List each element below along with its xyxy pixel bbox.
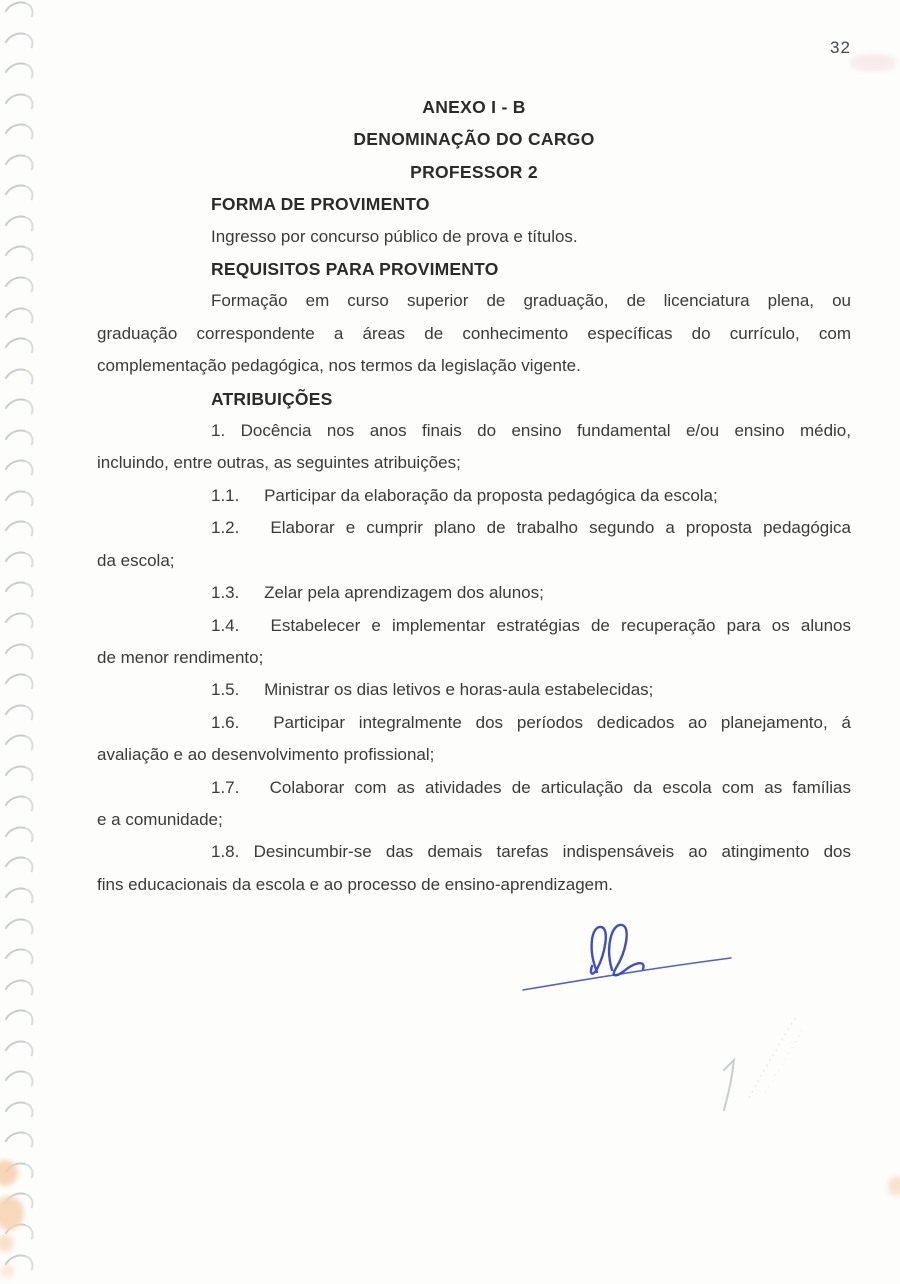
page-number: 32 — [830, 38, 851, 57]
item-number: 1.7. — [211, 777, 240, 797]
binding-coil-mark — [0, 486, 38, 521]
binding-coil-mark — [0, 883, 38, 918]
list-item-1-7 — [97, 772, 851, 804]
item-number: 1.2. — [211, 518, 240, 538]
list-item-1-2 — [97, 512, 851, 544]
item-number: 1.4. — [211, 615, 240, 635]
document-body — [97, 91, 851, 901]
item-text: Estabelecer e implementar estratégias de recuperação para os alunos — [270, 615, 851, 635]
binding-coil-mark — [0, 0, 38, 32]
item-text: Elaborar e cumprir plano de trabalho segundo a proposta pedagógica — [270, 518, 851, 538]
doc-title-denominacao: DENOMINAÇÃO DO CARGO — [353, 129, 595, 150]
requisitos-line: graduação correspondente a áreas de conhecimento específicas do currículo, com — [97, 323, 851, 343]
peach-smudge — [888, 1176, 900, 1196]
peach-smudge — [0, 1264, 14, 1278]
binding-coil-mark — [0, 852, 38, 887]
list-item-1-6-cont: avaliação e ao desenvolvimento profissional; — [97, 745, 435, 765]
binding-coil-mark — [0, 944, 38, 979]
binding-coil-mark — [0, 150, 38, 185]
binding-coil-mark — [0, 1066, 38, 1101]
binding-coil-mark — [0, 363, 38, 398]
list-item-1-8-cont: fins educacionais da escola e ao processo de ensino-aprendizagem. — [97, 874, 613, 894]
binding-coil-mark — [0, 730, 38, 765]
binding-coil-mark — [0, 516, 38, 551]
binding-coil-mark — [0, 1035, 38, 1070]
item-number: 1.3. — [211, 583, 240, 603]
binding-coil-mark — [0, 761, 38, 796]
binding-coil-mark — [0, 119, 38, 154]
spiral-binding — [0, 0, 40, 1284]
binding-coil-mark — [0, 394, 38, 429]
pencil-annotation — [690, 1008, 820, 1133]
binding-coil-mark — [0, 272, 38, 307]
section-heading-requisitos: REQUISITOS PARA PROVIMENTO — [211, 259, 499, 280]
binding-coil-mark — [0, 638, 38, 673]
list-item-1-5 — [97, 674, 851, 706]
item-text: Colaborar com as atividades de articulação da escola com as famílias — [269, 777, 851, 797]
binding-coil-mark — [0, 547, 38, 582]
binding-coil-mark — [0, 302, 38, 337]
forma-paragraph: Ingresso por concurso público de prova e títulos. — [211, 226, 578, 246]
binding-coil-mark — [0, 58, 38, 93]
doc-title-cargo: PROFESSOR 2 — [410, 161, 538, 182]
binding-coil-mark — [0, 577, 38, 612]
item-number: 1.6. — [211, 712, 240, 732]
binding-coil-mark — [0, 27, 38, 62]
list-item-1-3 — [97, 577, 851, 609]
item-number: 1.1. — [211, 485, 240, 505]
section-heading-forma: FORMA DE PROVIMENTO — [211, 194, 430, 215]
list-item-1-7-cont: e a comunidade; — [97, 809, 223, 829]
requisitos-line: Formação em curso superior de graduação, de licenciatura plena, ou — [211, 291, 851, 311]
handwritten-signature — [515, 912, 760, 1017]
list-item-1-4 — [97, 610, 851, 642]
binding-coil-mark — [0, 1097, 38, 1132]
item-number: 1.8. — [211, 842, 240, 862]
list-item-1-4-cont: de menor rendimento; — [97, 647, 264, 667]
binding-coil-mark — [0, 333, 38, 368]
binding-coil-mark — [0, 974, 38, 1009]
item-text: Participar integralmente dos períodos dedicados ao planejamento, á — [273, 712, 851, 732]
binding-coil-mark — [0, 1127, 38, 1162]
item-text: Desincumbir-se das demais tarefas indispensáveis ao atingimento dos — [253, 842, 851, 862]
binding-coil-mark — [0, 455, 38, 490]
item-number: 1.5. — [211, 680, 240, 700]
atribuicoes-intro-line: incluindo, entre outras, as seguintes atribuições; — [97, 453, 461, 473]
pink-smudge — [850, 54, 896, 71]
list-item-1-6 — [97, 707, 851, 739]
binding-coil-mark — [0, 669, 38, 704]
atribuicoes-intro-line: 1. Docência nos anos finais do ensino fundamental e/ou ensino médio, — [211, 421, 851, 441]
binding-coil-mark — [0, 608, 38, 643]
item-text: Zelar pela aprendizagem dos alunos; — [264, 583, 544, 603]
binding-coil-mark — [0, 180, 38, 215]
item-text: Participar da elaboração da proposta pedagógica da escola; — [264, 485, 718, 505]
binding-coil-mark — [0, 88, 38, 123]
binding-coil-mark — [0, 913, 38, 948]
binding-coil-mark — [0, 822, 38, 857]
binding-coil-mark — [0, 424, 38, 459]
list-item-1-1 — [97, 480, 851, 512]
binding-coil-mark — [0, 211, 38, 246]
item-text: Ministrar os dias letivos e horas-aula estabelecidas; — [264, 680, 654, 700]
list-item-1-8 — [97, 836, 851, 868]
binding-coil-mark — [0, 241, 38, 276]
binding-coil-mark — [0, 699, 38, 734]
section-heading-atribuicoes: ATRIBUIÇÕES — [211, 388, 333, 409]
requisitos-line: complementação pedagógica, nos termos da legislação vigente. — [97, 356, 581, 376]
binding-coil-mark — [0, 1005, 38, 1040]
list-item-1-2-cont: da escola; — [97, 550, 175, 570]
doc-title-anexo: ANEXO I - B — [422, 97, 526, 117]
binding-coil-mark — [0, 791, 38, 826]
